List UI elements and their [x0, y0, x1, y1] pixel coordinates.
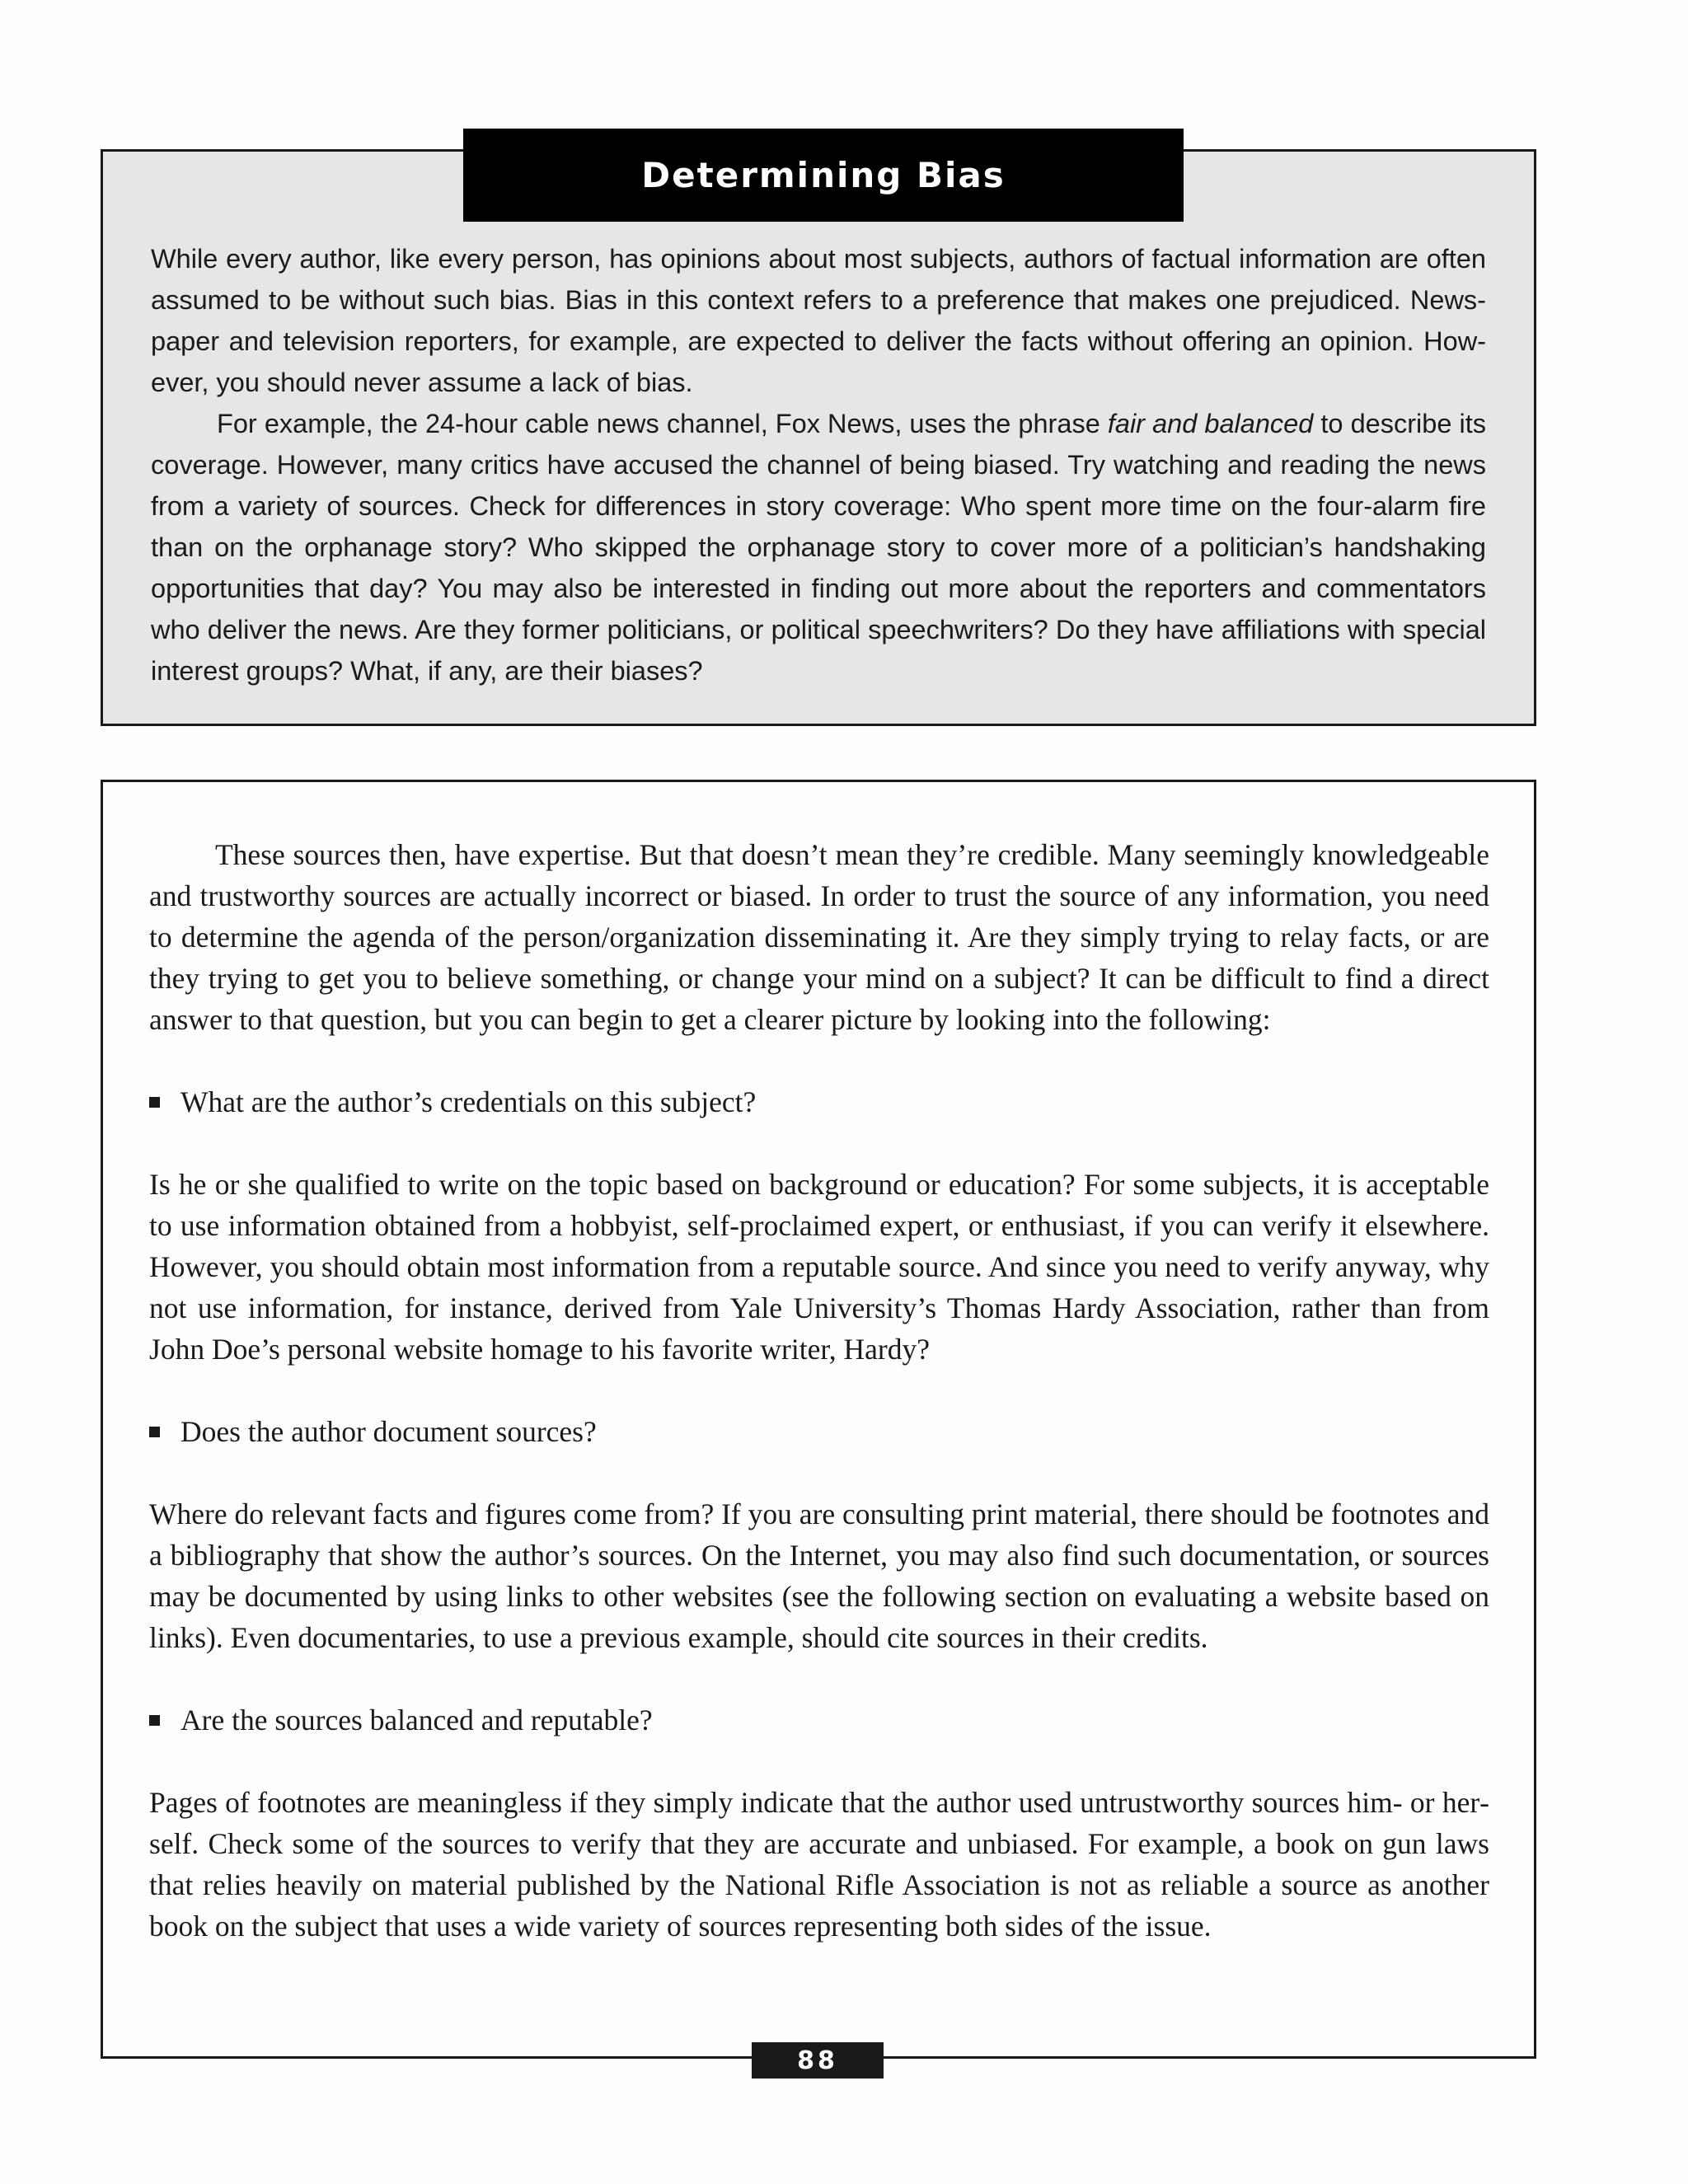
answer-paragraph: Where do relevant facts and figures come from? If you are consulting print material, there should be footnotes and a bibliography that show the author’s sources. On the Internet, you may also find such documentation, or sources may be documented by using links to other websites (see the following section on evaluating a website based on links). Even documentaries, to use a previous example, should cite sources in their credits.: [149, 1497, 1489, 1654]
bullet-square-icon: [149, 1097, 160, 1108]
list-item: [149, 1081, 1489, 1122]
sidebar-title: Determining Bias: [463, 129, 1184, 222]
sidebar-emphasis-phrase: fair and balanced: [1107, 409, 1314, 438]
sidebar-body: [151, 238, 1486, 691]
bullet-square-icon: [149, 1715, 160, 1726]
question-text: Does the author document sources?: [181, 1415, 597, 1448]
list-item: [149, 1699, 1489, 1741]
question-text: What are the author’s credentials on this subject?: [181, 1085, 757, 1118]
main-body: [149, 834, 1489, 1947]
intro-paragraph: These sources then, have expertise. But that doesn’t mean they’re credible. Many seemingly knowledgeable and trustworthy sources are actually incorrect or biased. In order to trust the source of any information, you need to determine the agenda of the person/organization disseminating it. Are they simply trying to relay facts, or are they trying to get you to believe something, or change your mind on a subject? It can be difficult to find a direct answer to that question, but you can begin to get a clearer picture by looking into the following:: [149, 838, 1489, 1036]
sidebar-paragraph-2-text: For example, the 24-hour cable news channel, Fox News, uses the phrase: [217, 409, 1108, 438]
answer-paragraph: Is he or she qualified to write on the topic based on background or education? For some subjects, it is acceptable to use information obtained from a hobbyist, self-proclaimed expert, or enthusiast, if you can verify it elsewhere. However, you should obtain most information from a reputable source. And since you need to verify anyway, why not use information, for instance, derived from Yale University’s Thomas Hardy Association, rather than from John Doe’s personal website homage to his favorite writer, Hardy?: [149, 1168, 1489, 1366]
sidebar-paragraph-2-text-end: to describe its coverage. However, many critics have accused the channel of being biased. Try watching and reading the news from a variety of sources. Check for differences in story coverage: Who spent more time on the four-alarm fire than on the orphanage story? Who skipped the orphanage story to cover more of a politician’s handshaking opportunities that day? You may also be interested in finding out more about the reporters and commentators who deliver the news. Are they former politicians, or political speechwriters? Do they have affiliations with special interest groups? What, if any, are their biases?: [151, 409, 1486, 686]
sidebar-paragraph-1: While every author, like every person, has opinions about most subjects, authors of factual information are often assumed to be without such bias. Bias in this context refers to a preference that makes one prejudiced. Newspaper and television reporters, for example, are expected to deliver the facts without offering an opinion. However, you should never assume a lack of bias.: [151, 244, 1486, 397]
sidebar-paragraph-2: [151, 403, 1486, 691]
list-item: [149, 1411, 1489, 1452]
bullet-square-icon: [149, 1427, 160, 1437]
answer-paragraph: Pages of footnotes are meaningless if they simply indicate that the author used untrustworthy sources him- or herself. Check some of the sources to verify that they are accurate and unbiased. For example, a book on gun laws that relies heavily on material published by the National Rifle Association is not as reliable a source as another book on the subject that uses a wide variety of sources representing both sides of the issue.: [149, 1786, 1489, 1943]
page-number: 88: [752, 2042, 884, 2079]
question-text: Are the sources balanced and reputable?: [181, 1704, 653, 1736]
